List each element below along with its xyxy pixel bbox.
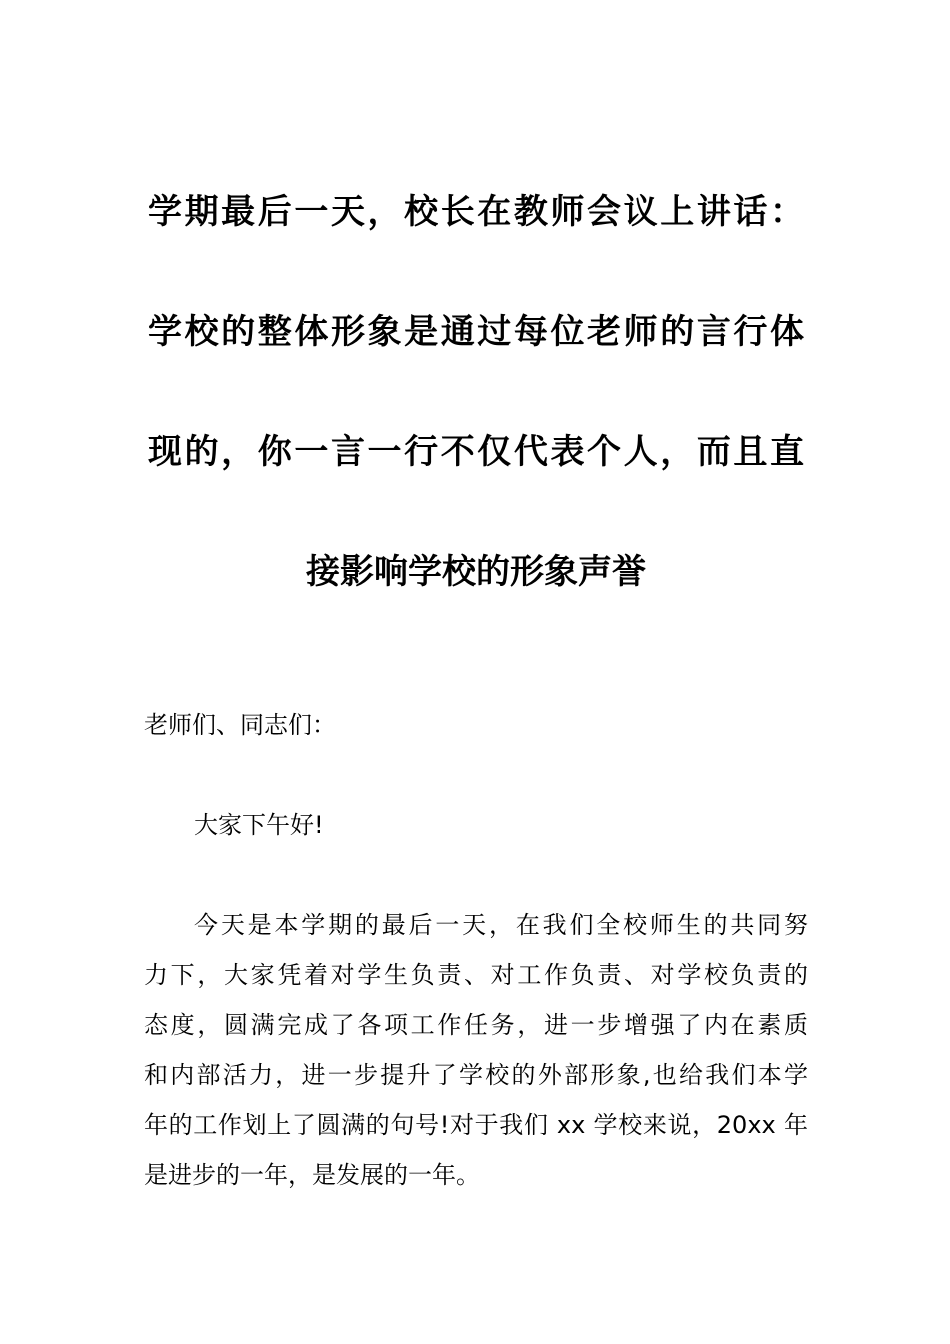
paragraph-line-3: 态度，圆满完成了各项工作任务，进一步增强了内在素质: [144, 1011, 808, 1039]
document-title: [148, 152, 804, 632]
paragraph-line-2: 力下，大家凭着对学生负责、对工作负责、对学校负责的: [144, 961, 808, 989]
title-line-2: 学校的整体形象是通过每位老师的言行体: [148, 312, 804, 352]
title-line-4: 接影响学校的形象声誉: [306, 552, 646, 592]
title-line-1: 学期最后一天，校长在教师会议上讲话：: [148, 192, 804, 232]
paragraph-line-1: 今天是本学期的最后一天，在我们全校师生的共同努: [194, 911, 808, 939]
paragraph: [144, 900, 808, 1200]
document-body: [144, 700, 808, 1200]
greeting: 大家下午好!: [194, 811, 324, 839]
paragraph-line-5: 年的工作划上了圆满的句号!对于我们 xx 学校来说，20xx 年: [144, 1111, 808, 1139]
salutation: 老师们、同志们：: [144, 711, 336, 739]
paragraph-line-4: 和内部活力，进一步提升了学校的外部形象,也给我们本学: [144, 1061, 808, 1089]
title-line-3: 现的，你一言一行不仅代表个人，而且直: [148, 432, 804, 472]
paragraph-line-6: 是进步的一年，是发展的一年。: [144, 1161, 480, 1189]
